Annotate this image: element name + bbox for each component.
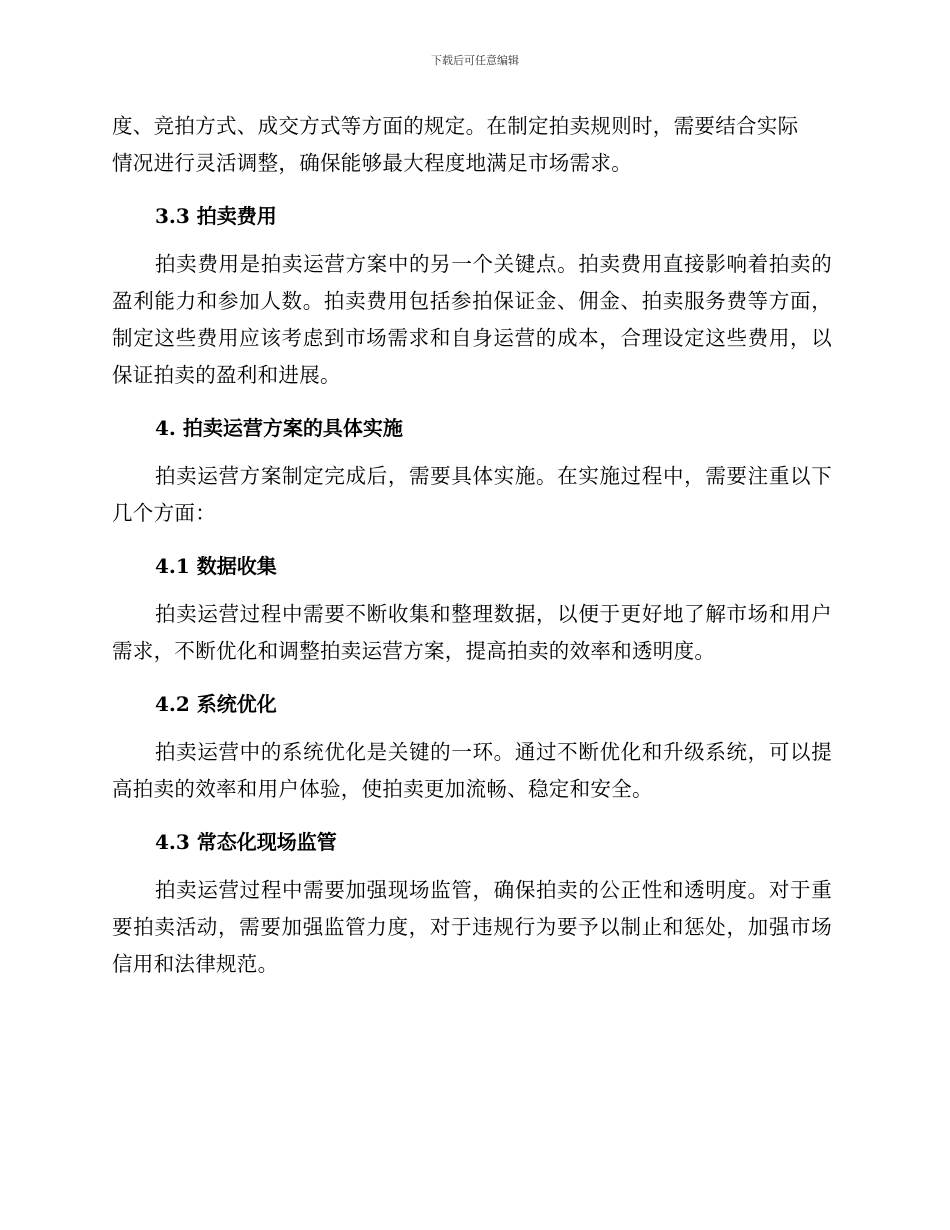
paragraph-continued-line-1: 度、竞拍方式、成交方式等方面的规定。在制定拍卖规则时，需要结合实际 — [112, 114, 799, 138]
section-heading-3-3: 3.3 拍卖费用 — [155, 204, 277, 228]
paragraph-3-3: 拍卖费用是拍卖运营方案中的另一个关键点。拍卖费用直接影响着拍卖的盈利能力和参加人数。拍卖费用包括参拍保证金、佣金、拍卖服务费等方面，制定这些费用应该考虑到市场需求和自身运营的成本，合理设定这些费用，以保证拍卖的盈利和进展。 — [112, 252, 832, 387]
section-heading-4-1: 4.1 数据收集 — [155, 554, 277, 578]
paragraph-continued-line-2: 情况进行灵活调整，确保能够最大程度地满足市场需求。 — [112, 151, 632, 175]
paragraph-4-1: 拍卖运营过程中需要不断收集和整理数据，以便于更好地了解市场和用户需求，不断优化和调整拍卖运营方案，提高拍卖的效率和透明度。 — [112, 602, 832, 663]
paragraph-4: 拍卖运营方案制定完成后，需要具体实施。在实施过程中，需要注重以下几个方面： — [112, 464, 832, 525]
page-header: 下载后可任意编辑 — [431, 54, 519, 67]
paragraph-4-3: 拍卖运营过程中需要加强现场监管，确保拍卖的公正性和透明度。对于重要拍卖活动，需要加强监管力度，对于违规行为要予以制止和惩处，加强市场信用和法律规范。 — [112, 878, 832, 976]
paragraph-4-2: 拍卖运营中的系统优化是关键的一环。通过不断优化和升级系统，可以提高拍卖的效率和用户体验，使拍卖更加流畅、稳定和安全。 — [112, 740, 832, 801]
section-heading-4-2: 4.2 系统优化 — [155, 692, 277, 716]
section-heading-4-3: 4.3 常态化现场监管 — [155, 830, 337, 854]
document-body — [112, 108, 832, 983]
section-heading-4: 4. 拍卖运营方案的具体实施 — [155, 416, 403, 440]
